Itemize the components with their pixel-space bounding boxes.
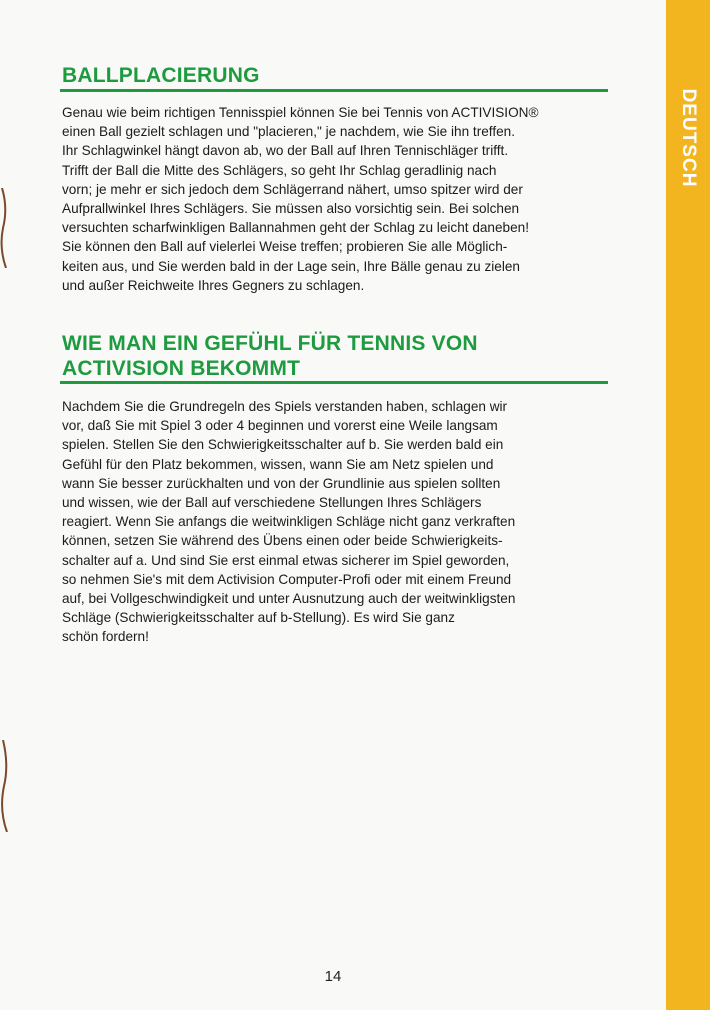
body-line: so nehmen Sie's mit dem Activision Computer-Profi oder mit einem Freund bbox=[62, 571, 512, 587]
body-line: schön fordern! bbox=[62, 629, 149, 645]
body-line: Schläge (Schwierigkeitsschalter auf b-Stellung). Es wird Sie ganz bbox=[62, 610, 455, 626]
section-title-ballplacierung: BALLPLACIERUNG bbox=[62, 64, 260, 87]
body-line: spielen. Stellen Sie den Schwierigkeitsschalter auf b. Sie werden bald ein bbox=[62, 437, 504, 453]
section-divider bbox=[60, 89, 608, 92]
body-line: Genau wie beim richtigen Tennisspiel können Sie bei Tennis von ACTIVISION® bbox=[62, 105, 539, 120]
page-number: 14 bbox=[324, 968, 342, 985]
section-body-ballplacierung bbox=[62, 103, 614, 295]
body-line: und außer Reichweite Ihres Gegners zu schlagen. bbox=[62, 277, 365, 293]
body-line: keiten aus, und Sie werden bald in der Lage sein, Ihre Bälle genau zu zielen bbox=[62, 258, 520, 274]
body-line: Trifft der Ball die Mitte des Schlägers, so geht Ihr Schlag geradlinig nach bbox=[62, 162, 497, 178]
body-line: schalter auf a. Und sind Sie erst einmal etwas sicherer im Spiel geworden, bbox=[62, 552, 510, 568]
body-line: und wissen, wie der Ball auf verschiedene Stellungen Ihres Schlägers bbox=[62, 495, 482, 511]
body-line: vor, daß Sie mit Spiel 3 oder 4 beginnen und vorerst eine Weile langsam bbox=[62, 418, 498, 434]
body-line: können, setzen Sie während des Übens einen oder beide Schwierigkeits- bbox=[62, 533, 503, 549]
body-line: wann Sie besser zurückhalten und von der Grundlinie aus spielen sollten bbox=[62, 475, 501, 491]
body-line: Sie können den Ball auf vielerlei Weise treffen; probieren Sie alle Möglich- bbox=[62, 239, 508, 255]
body-line: Ihr Schlagwinkel hängt davon ab, wo der Ball auf Ihren Tennischläger trifft. bbox=[62, 143, 509, 159]
body-line: einen Ball gezielt schlagen und "placieren," je nachdem, wie Sie ihn treffen. bbox=[62, 124, 515, 140]
section-body-gefuehl bbox=[62, 397, 614, 647]
body-line: vorn; je mehr er sich jedoch dem Schlägerrand nähert, umso spitzer wird der bbox=[62, 181, 523, 197]
body-line: Nachdem Sie die Grundregeln des Spiels verstanden haben, schlagen wir bbox=[62, 399, 508, 414]
body-line: versuchten scharfwinkligen Ballannahmen geht der Schlag zu leicht daneben! bbox=[62, 220, 530, 236]
body-line: Gefühl für den Platz bekommen, wissen, wann Sie am Netz spielen und bbox=[62, 456, 494, 472]
side-tab-label: DEUTSCH bbox=[678, 88, 699, 188]
section-divider bbox=[60, 381, 608, 384]
binding-staple-icon bbox=[0, 740, 10, 832]
body-line: auf, bei Vollgeschwindigkeit und unter Ausnutzung auch der weitwinkligsten bbox=[62, 591, 516, 607]
section-title-gefuehl: WIE MAN EIN GEFÜHL FÜR TENNIS VON ACTIVISION BEKOMMT bbox=[62, 332, 478, 380]
body-line: reagiert. Wenn Sie anfangs die weitwinkligen Schläge nicht ganz verkraften bbox=[62, 514, 516, 530]
binding-staple-icon bbox=[0, 188, 10, 268]
body-line: Aufprallwinkel Ihres Schlägers. Sie müssen also vorsichtig sein. Bei solchen bbox=[62, 201, 520, 217]
